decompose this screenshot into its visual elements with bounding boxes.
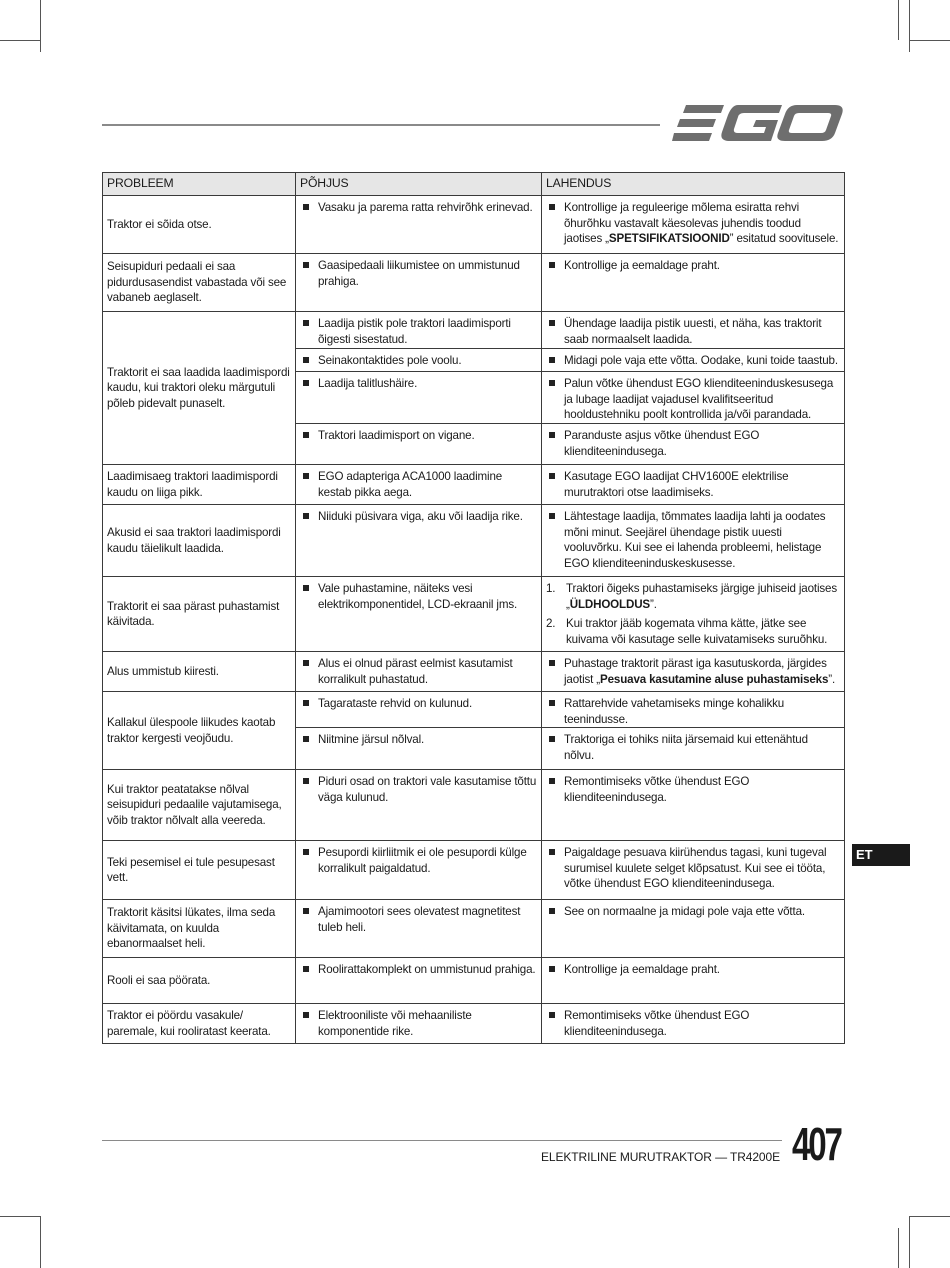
cause-text: Gaasipedaali liikumistee on ummistunud prahiga. — [300, 258, 537, 289]
table-row — [103, 692, 845, 770]
crop-mark — [909, 1216, 950, 1217]
step-text: Kui traktor jääb kogemata vihma kätte, jätke see kuivama või kasutage selle kuivatamiseks suruõhku. — [566, 617, 828, 646]
solution-cell — [542, 652, 845, 692]
table-row — [103, 254, 845, 312]
table-row — [103, 577, 845, 652]
cause-cell — [296, 652, 542, 692]
crop-mark — [898, 1228, 899, 1268]
footer-title: ELEKTRILINE MURUTRAKTOR — TR4200E — [541, 1150, 780, 1164]
table-row — [103, 652, 845, 692]
cause-text: Piduri osad on traktori vale kasutamise tõttu väga kulunud. — [300, 774, 537, 805]
problem-cell: Kui traktor peatatakse nõlval seisupiduri pedaalile vajutamisega, võib traktor nõlvalt alla veereda. — [103, 770, 296, 841]
step-number: 1. — [546, 582, 556, 595]
solution-cell — [542, 254, 845, 312]
solution-subrow — [542, 692, 844, 728]
solution-bold-text: Pesuava kasutamine aluse puhastamiseks — [600, 672, 829, 686]
solution-text: Traktoriga ei tohiks niita järsemaid kui ettenähtud nõlvu. — [546, 732, 840, 763]
footer-rule — [102, 1140, 782, 1141]
solution-text: Rattarehvide vahetamiseks minge kohalikku teenindusse. — [546, 696, 840, 727]
cause-cell — [296, 958, 542, 1004]
header-rule — [102, 124, 660, 126]
cause-text: Roolirattakomplekt on ummistunud prahiga. — [300, 962, 537, 978]
solution-text: Paranduste asjus võtke ühendust EGO klienditeenindusega. — [546, 428, 840, 459]
solution-text-part: Kontrollige ja reguleerige mõlema esiratta rehvi õhurõhku vastavalt käesolevas juhendis toodud jaotises „ — [564, 201, 801, 245]
solution-text: Lähtestage laadija, tõmmates laadija lahti ja oodates mõni minut. Seejärel ühendage pistik uuesti vooluvõrku. Kui see ei lahenda probleemi, helistage EGO klienditeeninduskeskusesse. — [546, 509, 840, 571]
problem-cell: Teki pesemisel ei tule pesupesast vett. — [103, 841, 296, 900]
cause-cell — [296, 900, 542, 958]
cause-text: Traktori laadimisport on vigane. — [300, 428, 537, 444]
cause-text: Alus ei olnud pärast eelmist kasutamist korralikult puhastatud. — [300, 656, 537, 687]
cause-cell — [296, 465, 542, 505]
column-header-solution: LAHENDUS — [542, 173, 845, 196]
table-row — [103, 1004, 845, 1044]
cause-cell — [296, 196, 542, 254]
problem-cell: Traktorit ei saa laadida laadimispordi kaudu, kui traktori oleku märgutuli põleb pidevalt punaselt. — [103, 312, 296, 465]
table-header-row — [103, 173, 845, 196]
solution-subrow — [542, 349, 844, 372]
problem-cell: Laadimisaeg traktori laadimispordi kaudu on liiga pikk. — [103, 465, 296, 505]
table-row — [103, 465, 845, 505]
solution-cell — [542, 841, 845, 900]
table-row — [103, 958, 845, 1004]
problem-cell: Traktor ei pöördu vasakule/ paremale, kui rooliratast keerata. — [103, 1004, 296, 1044]
cause-text: Vale puhastamine, näiteks vesi elektrikomponentidel, LCD-ekraanil jms. — [300, 581, 537, 612]
solution-cell — [542, 770, 845, 841]
problem-cell: Kallakul ülespoole liikudes kaotab traktor kergesti veojõudu. — [103, 692, 296, 770]
solution-text: Remontimiseks võtke ühendust EGO klienditeenindusega. — [546, 774, 840, 805]
cause-subrow — [296, 372, 541, 424]
cause-cell — [296, 692, 542, 770]
solution-text-part: ” esitatud soovitusele. — [729, 232, 839, 245]
table-row — [103, 505, 845, 577]
cause-text: Pesupordi kiirliitmik ei ole pesupordi külge korralikult paigaldatud. — [300, 845, 537, 876]
solution-cell — [542, 196, 845, 254]
solution-cell — [542, 312, 845, 465]
solution-text — [546, 200, 840, 247]
crop-mark — [909, 1216, 910, 1268]
cause-cell — [296, 254, 542, 312]
solution-text: Paigaldage pesuava kiirühendus tagasi, kuni tugeval surumisel kuulete selget klõpsatust. Kui see ei tööta, võtke ühendust EGO klienditeenindusega. — [546, 845, 840, 892]
solution-subrow — [542, 424, 844, 464]
table-row — [103, 770, 845, 841]
cause-text: Laadija pistik pole traktori laadimisporti õigesti sisestatud. — [300, 316, 537, 347]
cause-cell — [296, 770, 542, 841]
language-tab: ET — [852, 844, 910, 866]
solution-text: See on normaalne ja midagi pole vaja ette võtta. — [546, 904, 840, 920]
table-row — [103, 841, 845, 900]
cause-subrow — [296, 312, 541, 349]
cause-cell — [296, 841, 542, 900]
cause-cell — [296, 577, 542, 652]
crop-mark — [0, 40, 40, 41]
solution-text-part: ”. — [828, 672, 836, 686]
numbered-step — [546, 616, 840, 647]
cause-subrow — [296, 349, 541, 372]
cause-text: EGO adapteriga ACA1000 laadimine kestab pikka aega. — [300, 469, 537, 500]
cause-text: Tagarataste rehvid on kulunud. — [300, 696, 537, 712]
cause-text: Elektrooniliste või mehaaniliste komponentide rike. — [300, 1008, 537, 1039]
cause-subrow — [296, 692, 541, 728]
problem-cell: Traktorit käsitsi lükates, ilma seda käivitamata, on kuulda ebanormaalset heli. — [103, 900, 296, 958]
solution-cell — [542, 465, 845, 505]
crop-mark — [909, 0, 910, 52]
table-row — [103, 312, 845, 465]
solution-subrow — [542, 728, 844, 769]
problem-cell: Traktorit ei saa pärast puhastamist käivitada. — [103, 577, 296, 652]
cause-cell — [296, 505, 542, 577]
cause-text: Niitmine järsul nõlval. — [300, 732, 537, 748]
solution-text: Kasutage EGO laadijat CHV1600E elektrilise murutraktori otse laadimiseks. — [546, 469, 840, 500]
column-header-problem: PROBLEEM — [103, 173, 296, 196]
problem-cell: Alus ummistub kiiresti. — [103, 652, 296, 692]
troubleshooting-table — [102, 172, 845, 1044]
solution-subrow — [542, 312, 844, 349]
solution-text: Remontimiseks võtke ühendust EGO klienditeenindusega. — [546, 1008, 840, 1039]
cause-cell — [296, 312, 542, 465]
solution-text: Midagi pole vaja ette võtta. Oodake, kuni toide taastub. — [546, 353, 840, 369]
solution-bold-text: SPETSIFIKATSIOONID — [608, 232, 730, 245]
cause-text: Seinakontaktides pole voolu. — [300, 353, 537, 369]
solution-subrow — [542, 372, 844, 424]
crop-mark — [40, 0, 41, 52]
solution-text-part: Puhastage traktorit pärast iga kasutuskorda, järgides jaotist „ — [564, 657, 827, 686]
cause-text: Ajamimootori sees olevatest magnetitest tuleb heli. — [300, 904, 537, 935]
solution-cell — [542, 1004, 845, 1044]
solution-cell — [542, 577, 845, 652]
cause-subrow — [296, 424, 541, 464]
step-bold-text: ÜLDHOOLDUS — [569, 597, 651, 611]
solution-cell — [542, 900, 845, 958]
solution-text: Ühendage laadija pistik uuesti, et näha, kas traktorit saab normaalselt laadida. — [546, 316, 840, 347]
solution-text — [546, 656, 840, 687]
table-row — [103, 900, 845, 958]
solution-cell — [542, 505, 845, 577]
cause-text: Laadija talitlushäire. — [300, 376, 537, 392]
cause-text: Vasaku ja parema ratta rehvirõhk erinevad. — [300, 200, 537, 216]
cause-text: Niiduki püsivara viga, aku või laadija rike. — [300, 509, 537, 525]
solution-text: Palun võtke ühendust EGO klienditeeninduskesusega ja lubage laadijat vajadusel kvalifitseeritud hooldustehniku poolt kontrollida ja/või parandada. — [546, 376, 840, 423]
crop-mark — [0, 1216, 40, 1217]
cause-cell — [296, 1004, 542, 1044]
step-text: Traktori õigeks puhastamiseks järgige juhiseid jaotises „ — [566, 582, 837, 611]
solution-cell — [542, 958, 845, 1004]
crop-mark — [909, 40, 950, 41]
problem-cell: Seisupiduri pedaali ei saa pidurdusasendist vabastada või see vabaneb aeglaselt. — [103, 254, 296, 312]
step-number: 2. — [546, 617, 556, 630]
step-text: ”. — [650, 597, 657, 611]
problem-cell: Akusid ei saa traktori laadimispordi kaudu täielikult laadida. — [103, 505, 296, 577]
table-row — [103, 196, 845, 254]
problem-cell: Traktor ei sõida otse. — [103, 196, 296, 254]
column-header-cause: PÕHJUS — [296, 173, 542, 196]
solution-cell — [542, 692, 845, 770]
problem-cell: Rooli ei saa pöörata. — [103, 958, 296, 1004]
numbered-step — [546, 581, 840, 612]
crop-mark — [40, 1216, 41, 1268]
cause-subrow — [296, 728, 541, 769]
crop-mark — [898, 0, 899, 40]
page-number: 407 — [792, 1118, 841, 1170]
ego-logo — [672, 102, 844, 144]
solution-text: Kontrollige ja eemaldage praht. — [546, 962, 840, 978]
ego-logo-mark — [672, 102, 844, 144]
solution-text: Kontrollige ja eemaldage praht. — [546, 258, 840, 274]
